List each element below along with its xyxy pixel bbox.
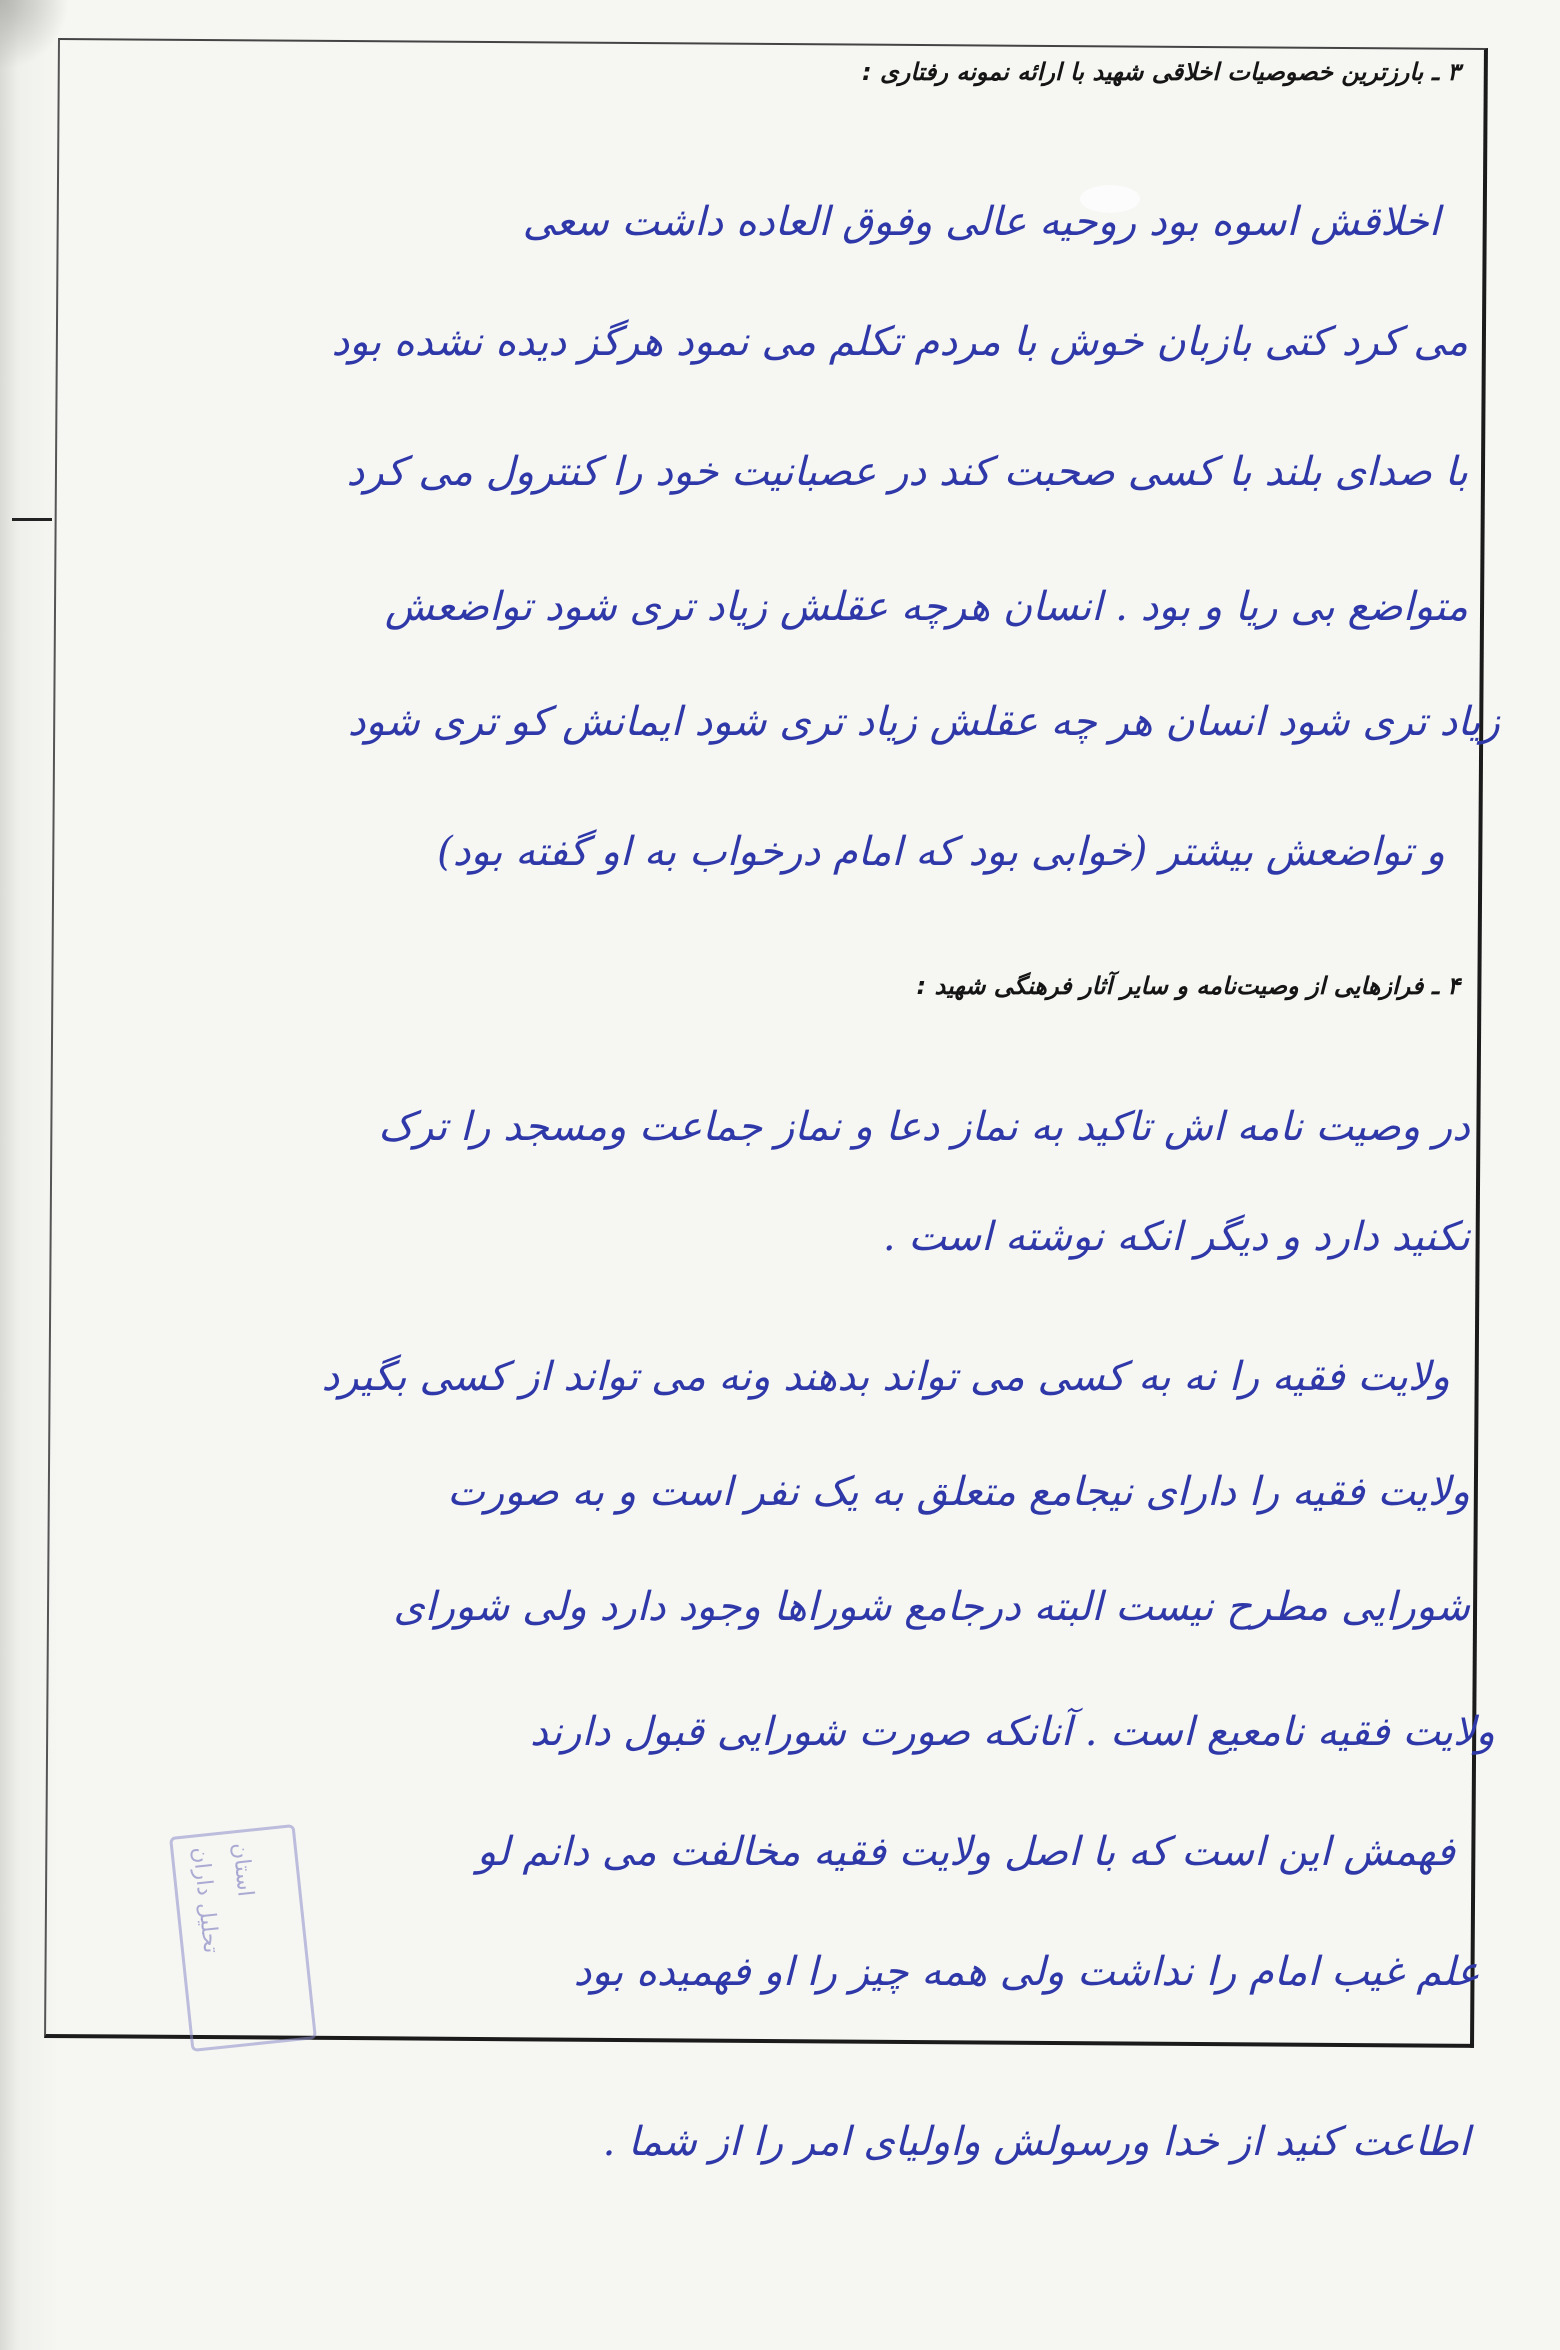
section-4-line-6: ولایت فقیه نامعیع است . آنانکه صورت شورایی قبول دارند (530, 1709, 1495, 1755)
section-4-line-4: ولایت فقیه را دارای نیجامع متعلق به یک نفر است و به صورت (447, 1469, 1470, 1515)
section-3-line-2: می کرد کتی بازبان خوش با مردم تکلم می نمود هرگز دیده نشده بود (331, 319, 1468, 365)
section-3-line-3: با صدای بلند با کسی صحبت کند در عصبانیت خود را کنترول می کرد (346, 449, 1468, 495)
stamp-text-2: استان (227, 1841, 258, 1898)
section-4-line-9: اطاعت کنید از خدا ورسولش واولیای امر را از شما . (602, 2119, 1470, 2165)
section-3-heading: ۳ ـ بارزترین خصوصیات اخلاقی شهید با ارائه نمونه رفتاری : (862, 58, 1460, 86)
section-4-line-3: ولایت فقیه را نه به کسی می تواند بدهند ونه می تواند از کسی بگیرد (321, 1354, 1450, 1400)
section-4-line-5: شورایی مطرح نیست البته درجامع شوراها وجود دارد ولی شورای (393, 1584, 1470, 1630)
section-3-line-1: اخلاقش اسوه بود روحیه عالی وفوق العاده داشت سعی (522, 199, 1440, 245)
section-3-line-4: متواضع بی ریا و بود . انسان هرچه عقلش زیاد تری شود تواضعش (384, 584, 1468, 630)
ink-stamp (169, 1824, 317, 2052)
section-4-line-7: فهمش این است که با اصل ولایت فقیه مخالفت می دانم لو (476, 1829, 1455, 1875)
stamp-text-1: تحلیل داران (187, 1845, 224, 1955)
section-4-line-2: نکنید دارد و دیگر انکه نوشته است . (882, 1214, 1470, 1260)
section-4-line-8: علم غیب امام را نداشت ولی همه چیز را او فهمیده بود (573, 1949, 1480, 1995)
section-3-line-5: زیاد تری شود انسان هر چه عقلش زیاد تری شود ایمانش کو تری شود (347, 699, 1500, 745)
section-4-heading: ۴ ـ فرازهایی از وصیت‌نامه و سایر آثار فرهنگی شهید : (916, 972, 1460, 1000)
section-3-line-6: و تواضعش بیشتر (خوابی بود که امام درخواب به او گفته بود) (437, 829, 1445, 875)
section-4-line-1: در وصیت نامه اش تاکید به نماز دعا و نماز جماعت ومسجد را ترک (378, 1104, 1470, 1150)
margin-mark (12, 518, 52, 521)
